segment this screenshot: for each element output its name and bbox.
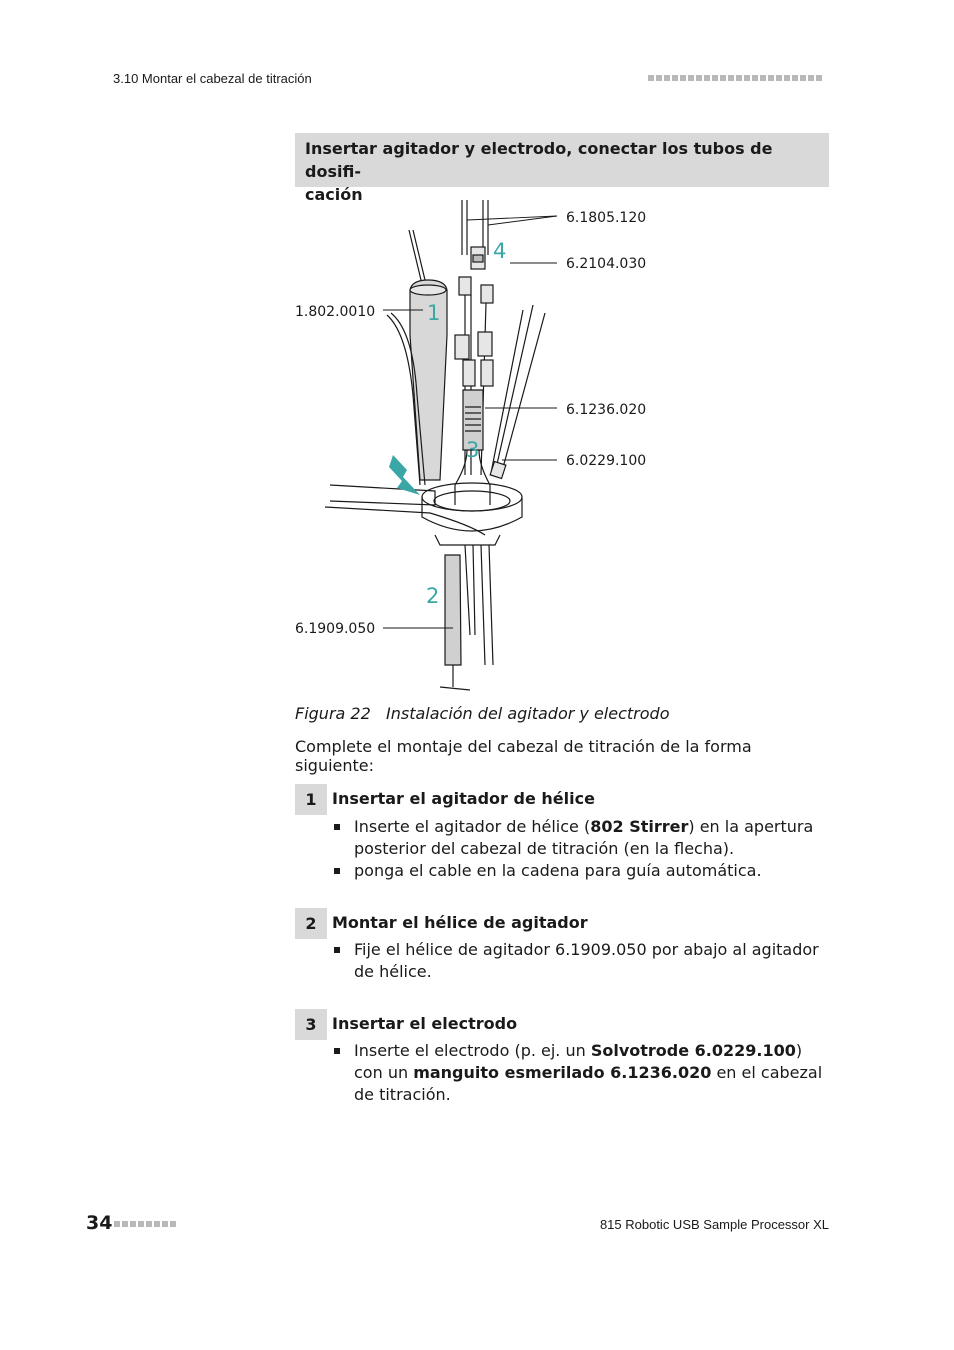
step-2-title: Montar el hélice de agitador bbox=[332, 913, 588, 932]
list-item: Inserte el electrodo (p. ej. un Solvotrode 6.0229.100) con un manguito esmerilado 6.1236.020 en el cabezal de titración. bbox=[332, 1040, 829, 1106]
figure-number-4: 4 bbox=[493, 239, 507, 263]
header-decorative-dots bbox=[648, 75, 822, 81]
page-number: 34 bbox=[86, 1212, 113, 1234]
callout-ground-sleeve: 6.1236.020 bbox=[566, 402, 647, 418]
step-3-title: Insertar el electrodo bbox=[332, 1014, 518, 1033]
list-item: ponga el cable en la cadena para guía automática. bbox=[332, 860, 829, 882]
figure-number-3: 3 bbox=[466, 438, 480, 462]
running-header-section: 3.10 Montar el cabezal de titración bbox=[113, 71, 312, 86]
callout-tubing: 6.1805.120 bbox=[566, 210, 647, 226]
list-item: Inserte el agitador de hélice (802 Stirrer) en la apertura posterior del cabezal de titración (en la flecha). bbox=[332, 816, 829, 860]
callout-connector: 6.2104.030 bbox=[566, 256, 647, 272]
step-3-number: 3 bbox=[295, 1009, 327, 1040]
step-1-number: 1 bbox=[295, 784, 327, 815]
step-1-bullets bbox=[332, 816, 829, 882]
footer-product-name: 815 Robotic USB Sample Processor XL bbox=[599, 1217, 829, 1232]
footer-decorative-dots bbox=[114, 1221, 176, 1227]
step-2-bullets bbox=[332, 939, 829, 983]
stirrer-electrode-illustration bbox=[295, 195, 715, 705]
callout-propeller: 6.1909.050 bbox=[295, 621, 376, 637]
figure-caption-label: Figura 22 bbox=[295, 704, 371, 723]
figure-caption-text: Instalación del agitador y electrodo bbox=[386, 704, 670, 723]
figure-caption bbox=[295, 704, 670, 723]
intro-paragraph: Complete el montaje del cabezal de titración de la forma siguiente: bbox=[295, 737, 752, 775]
step-3-bullets bbox=[332, 1040, 829, 1106]
section-title-line-1: Insertar agitador y electrodo, conectar los tubos de dosifi- bbox=[305, 139, 773, 181]
step-2-number: 2 bbox=[295, 908, 327, 939]
callout-electrode: 6.0229.100 bbox=[566, 453, 647, 469]
figure-number-1: 1 bbox=[427, 301, 441, 325]
section-title-line-2: cación bbox=[305, 185, 363, 204]
callout-stirrer: 1.802.0010 bbox=[295, 304, 376, 320]
section-title-box bbox=[295, 133, 829, 204]
step-1-title: Insertar el agitador de hélice bbox=[332, 789, 595, 808]
figure-number-2: 2 bbox=[426, 584, 440, 608]
list-item: Fije el hélice de agitador 6.1909.050 por abajo al agitador de hélice. bbox=[332, 939, 829, 983]
